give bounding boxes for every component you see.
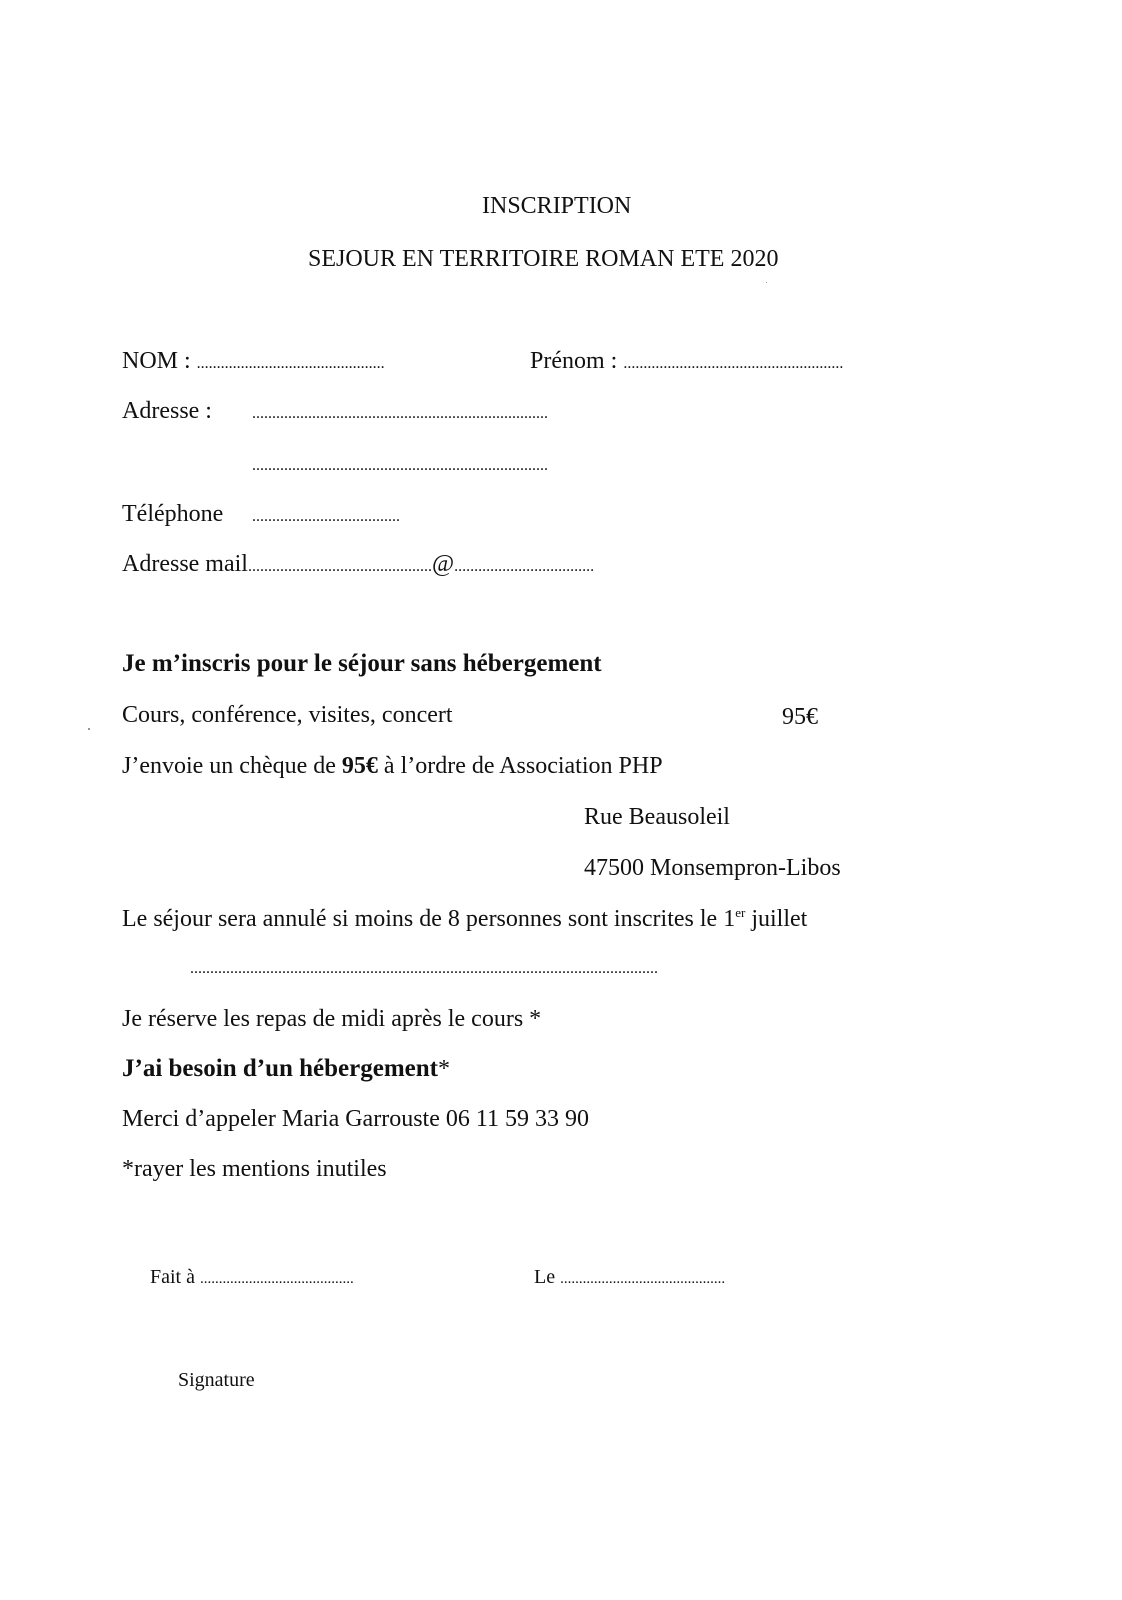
mail-label: Adresse mail: [122, 551, 248, 577]
date-dots: ............................................: [560, 1271, 726, 1287]
date-label: Le: [534, 1266, 556, 1288]
cheque-instruction: [122, 752, 663, 780]
telephone-label: Téléphone: [122, 501, 224, 527]
document-title: INSCRIPTION: [482, 193, 632, 219]
cancellation-note: [122, 905, 807, 933]
cancel-sup: er: [735, 905, 746, 920]
repas-option: Je réserve les repas de midi après le cours *: [122, 1006, 542, 1032]
adresse-line-1[interactable]: ..........................................................................: [252, 405, 548, 422]
adresse-label: Adresse :: [122, 398, 212, 424]
scan-speck: [766, 282, 767, 283]
payee-address-line-2: 47500 Monsempron-Libos: [584, 855, 841, 881]
signature-label: Signature: [178, 1369, 255, 1391]
cancel-suffix: juillet: [745, 906, 808, 932]
cancel-prefix: Le séjour sera annulé si moins de 8 personnes sont inscrites le 1: [122, 906, 736, 932]
nom-dots: ...............................................: [196, 355, 385, 372]
prenom-label: Prénom :: [530, 348, 618, 374]
mail-dots-user: ..............................................: [247, 558, 432, 575]
hebergement-heading: J’ai besoin d’un hébergement: [122, 1055, 438, 1082]
document-subtitle: SEJOUR EN TERRITOIRE ROMAN ETE 2020: [308, 246, 779, 272]
mail-at: @: [431, 551, 455, 577]
cheque-prefix: J’envoie un chèque de: [122, 753, 342, 779]
separator-dots: .....................................................................................................................: [190, 960, 658, 977]
mentions-note: *rayer les mentions inutiles: [122, 1156, 387, 1182]
sejour-price: 95€: [782, 704, 818, 730]
sejour-items: Cours, conférence, visites, concert: [122, 702, 453, 728]
prenom-field[interactable]: [530, 347, 843, 378]
fait-a-field[interactable]: [150, 1265, 354, 1291]
nom-field[interactable]: [122, 347, 385, 378]
scan-speck: [88, 728, 90, 730]
mail-dots-domain: ...................................: [454, 558, 595, 575]
cheque-suffix: à l’ordre de Association PHP: [377, 753, 663, 779]
cheque-amount: 95€: [341, 753, 378, 779]
telephone-dots[interactable]: .....................................: [252, 508, 400, 525]
mail-field[interactable]: [122, 550, 594, 581]
hebergement-star: *: [437, 1056, 450, 1082]
prenom-dots: .......................................................: [623, 355, 844, 372]
fait-a-dots: .........................................: [200, 1271, 354, 1287]
call-instruction: Merci d’appeler Maria Garrouste 06 11 59 33 90: [122, 1106, 589, 1132]
fait-a-label: Fait à: [150, 1266, 195, 1288]
nom-label: NOM :: [122, 348, 191, 374]
date-field[interactable]: [534, 1265, 725, 1291]
adresse-line-2[interactable]: ..........................................................................: [252, 457, 548, 474]
sejour-heading: Je m’inscris pour le séjour sans hébergement: [122, 650, 602, 677]
hebergement-option: [122, 1055, 450, 1083]
payee-address-line-1: Rue Beausoleil: [584, 804, 730, 830]
